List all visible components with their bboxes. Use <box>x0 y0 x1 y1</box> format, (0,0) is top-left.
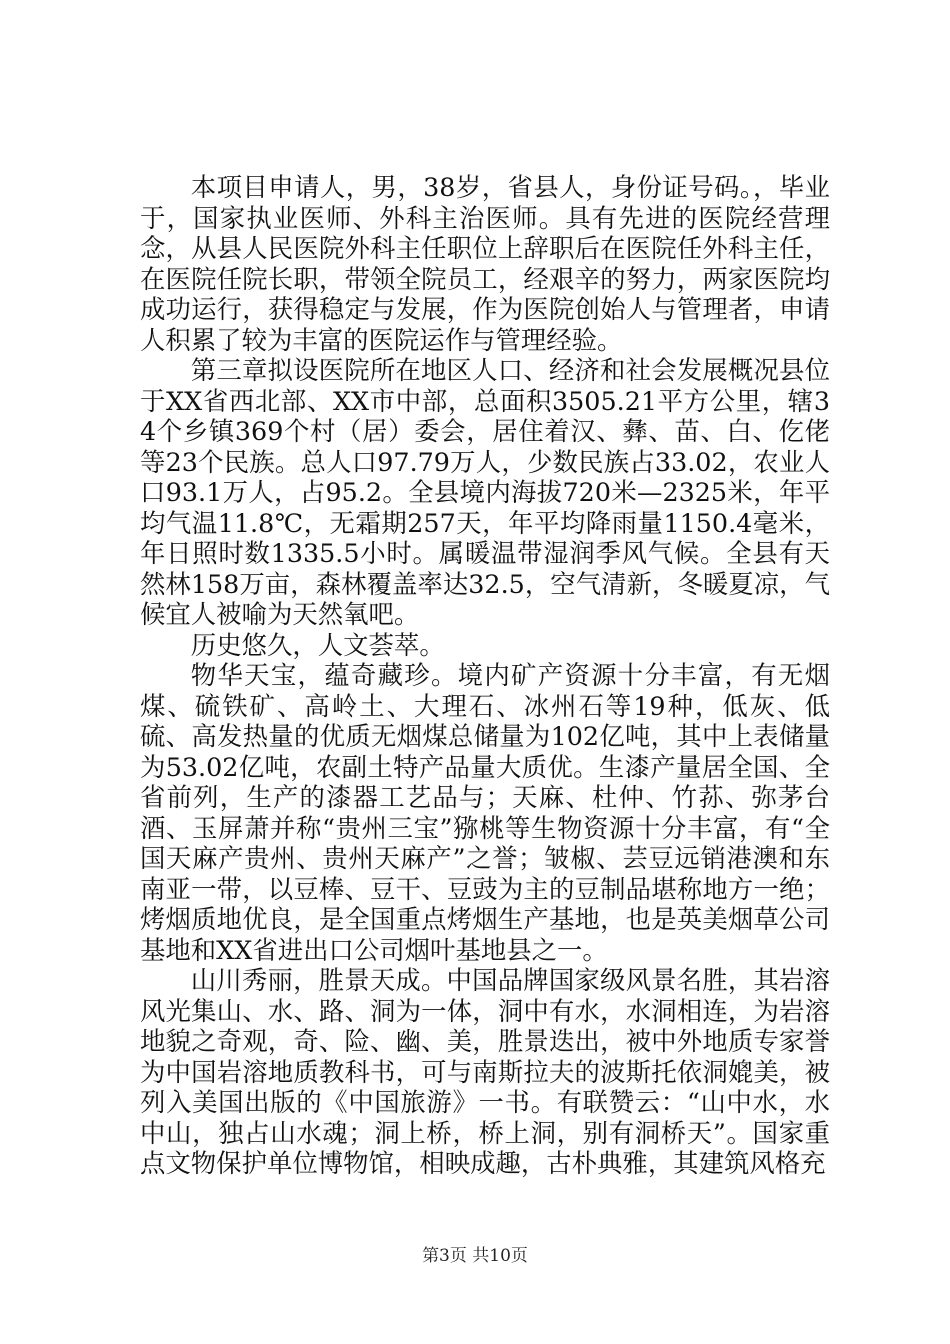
page-footer: 第3页 共10页 <box>422 1246 528 1266</box>
paragraph-applicant: 本项目申请人，男，38岁，省县人，身份证号码。，毕业于，国家执业医师、外科主治医师。具有先进的医院经营理念，从县人民医院外科主任职位上辞职后在医院任外科主任，在医院任院长职，带领全院员工，经艰辛的努力，两家医院均成功运行，获得稳定与发展，作为医院创始人与管理者，申请人积累了较为丰富的医院运作与管理经验。 <box>140 172 830 355</box>
paragraph-history: 历史悠久，人文荟萃。 <box>190 629 445 660</box>
paragraph-chapter-three: 第三章拟设医院所在地区人口、经济和社会发展概况县位于XX省西北部、XX市中部，总面积3505.21平方公里，辖34个乡镇369个村（居）委会，居住着汉、彝、苗、白、仡佬等23个民族。总人口97.79万人，少数民族占33.02，农业人口93.1万人，占95.2。全县境内海拔720米—2325米，年平均气温11.8℃，无霜期257天，年平均降雨量1150.4毫米，年日照时数1335.5小时。属暖温带湿润季风气候。全县有天然林158万亩，森林覆盖率达32.5，空气清新，冬暖夏凉，气候宜人被喻为天然氧吧。 <box>140 355 830 629</box>
paragraph-scenery: 山川秀丽，胜景天成。中国品牌国家级风景名胜，其岩溶风光集山、水、路、洞为一体，洞中有水，水洞相连，为岩溶地貌之奇观，奇、险、幽、美，胜景迭出，被中外地质专家誉为中国岩溶地质教科书，可与南斯拉夫的波斯托依洞媲美，被列入美国出版的《中国旅游》一书。有联赞云：“山中水，水中山，独占山水魂；洞上桥，桥上洞，别有洞桥天”。国家重点文物保护单位博物馆，相映成趣，古朴典雅，其建筑风格充 <box>140 965 830 1178</box>
document-body <box>140 172 830 1179</box>
paragraph-resources: 物华天宝，蕴奇藏珍。境内矿产资源十分丰富，有无烟煤、硫铁矿、高岭土、大理石、冰州石等19种，低灰、低硫、高发热量的优质无烟煤总储量为102亿吨，其中上表储量为53.02亿吨，农副土特产品量大质优。生漆产量居全国、全省前列，生产的漆器工艺品与；天麻、杜仲、竹荪、弥茅台酒、玉屏萧并称“贵州三宝”猕桃等生物资源十分丰富，有“全国天麻产贵州、贵州天麻产”之誉；皱椒、芸豆远销港澳和东南亚一带，以豆棒、豆干、豆豉为主的豆制品堪称地方一绝；烤烟质地优良，是全国重点烤烟生产基地，也是英美烟草公司基地和XX省进出口公司烟叶基地县之一。 <box>140 660 830 965</box>
